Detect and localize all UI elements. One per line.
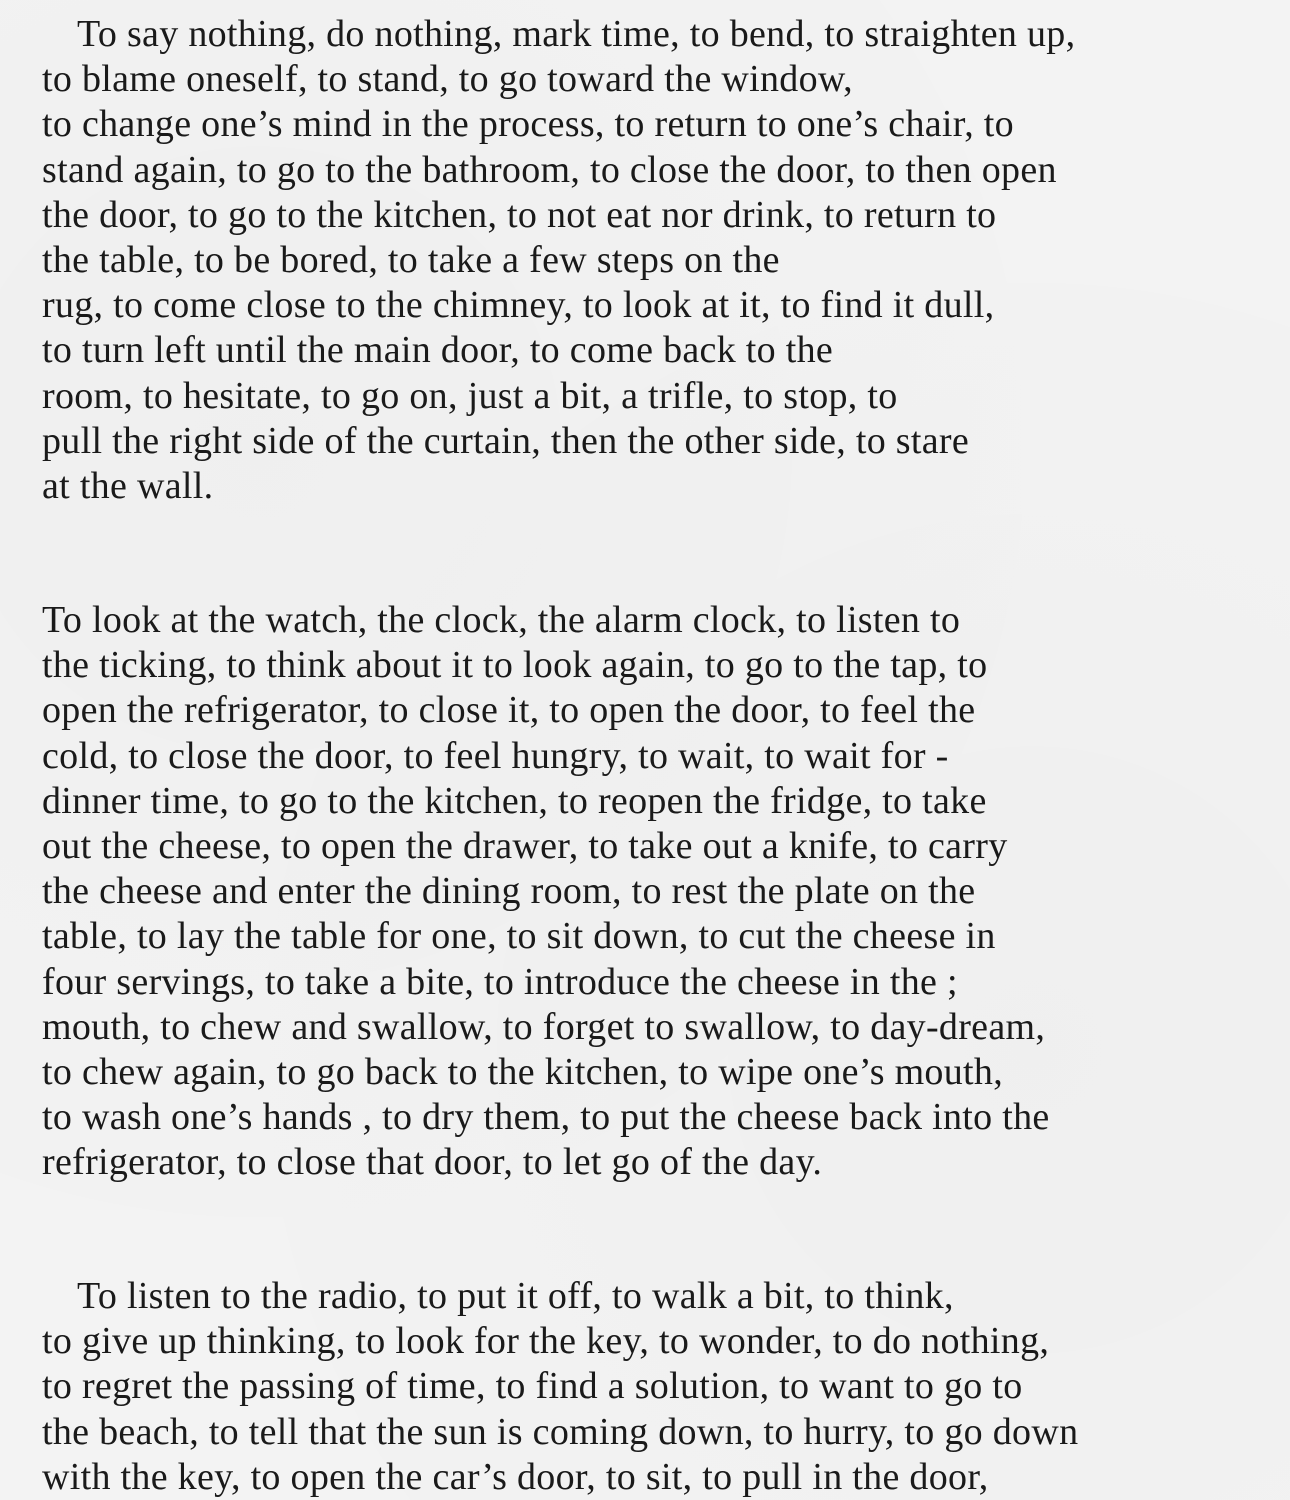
- text-line: mouth, to chew and swallow, to forget to swallow, to day-dream,: [42, 1005, 1046, 1048]
- text-line: cold, to close the door, to feel hungry, to wait, to wait for -: [42, 734, 949, 777]
- text-line: at the wall.: [42, 464, 214, 507]
- text-line: stand again, to go to the bathroom, to close the door, to then open: [42, 148, 1057, 191]
- text-line: the ticking, to think about it to look again, to go to the tap, to: [42, 644, 988, 687]
- text-line: to blame oneself, to stand, to go toward the window,: [42, 58, 853, 101]
- text-line: To listen to the radio, to put it off, to walk a bit, to think,: [77, 1275, 954, 1317]
- text-line: To look at the watch, the clock, the alarm clock, to listen to: [42, 599, 961, 641]
- text-line: pull the right side of the curtain, then the other side, to stare: [42, 419, 970, 462]
- text-line: room, to hesitate, to go on, just a bit, a trifle, to stop, to: [42, 374, 898, 417]
- stanza-1: [42, 12, 1075, 509]
- text-line: the cheese and enter the dining room, to rest the plate on the: [42, 870, 976, 913]
- text-line: to turn left until the main door, to come back to the: [42, 329, 834, 372]
- text-line: the beach, to tell that the sun is coming down, to hurry, to go down: [42, 1410, 1079, 1453]
- text-line: open the refrigerator, to close it, to open the door, to feel the: [42, 689, 976, 732]
- text-line: to give up thinking, to look for the key, to wonder, to do nothing,: [42, 1320, 1050, 1363]
- text-line: refrigerator, to close that door, to let go of the day.: [42, 1141, 823, 1184]
- text-line: to chew again, to go back to the kitchen, to wipe one’s mouth,: [42, 1050, 1003, 1093]
- text-line: to regret the passing of time, to find a solution, to want to go to: [42, 1365, 1023, 1408]
- text-line: to change one’s mind in the process, to return to one’s chair, to: [42, 103, 1014, 146]
- text-line: the door, to go to the kitchen, to not eat nor drink, to return to: [42, 193, 997, 236]
- text-line: to wash one’s hands , to dry them, to put the cheese back into the: [42, 1096, 1050, 1139]
- text-line: with the key, to open the car’s door, to sit, to pull in the door,: [42, 1455, 989, 1498]
- text-line: four servings, to take a bite, to introduce the cheese in the ;: [42, 960, 958, 1003]
- text-line: out the cheese, to open the drawer, to take out a knife, to carry: [42, 824, 1008, 867]
- text-line: table, to lay the table for one, to sit down, to cut the cheese in: [42, 915, 996, 958]
- text-line: dinner time, to go to the kitchen, to reopen the fridge, to take: [42, 779, 987, 822]
- stanza-2: [42, 598, 1050, 1185]
- text-line: the table, to be bored, to take a few steps on the: [42, 238, 780, 281]
- stanza-3: [42, 1274, 1078, 1500]
- text-line: rug, to come close to the chimney, to look at it, to find it dull,: [42, 284, 995, 327]
- text-line: To say nothing, do nothing, mark time, to bend, to straighten up,: [77, 13, 1076, 55]
